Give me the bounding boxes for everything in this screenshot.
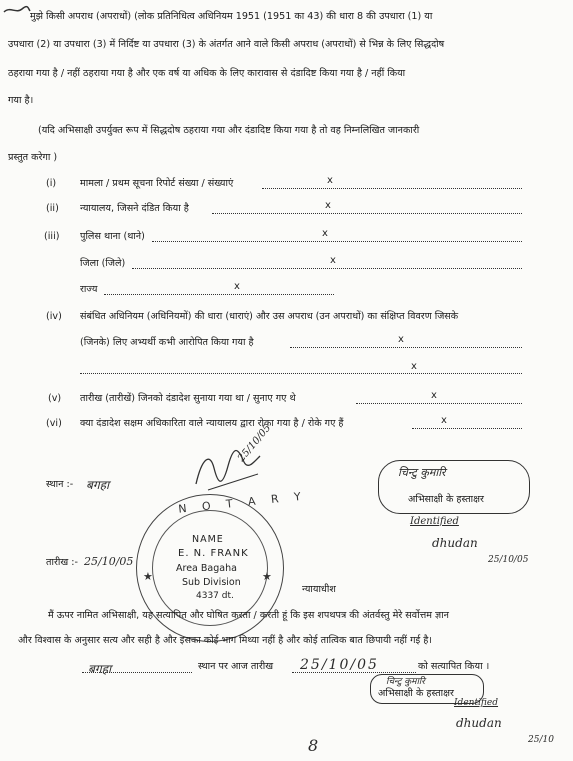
state-blank [104,294,334,295]
verification-line1: मैं ऊपर नामित अभिसाक्षी, यह सत्यापित और घोषित करता / करती हूं कि इस शपथपत्र की अंतर्वस्तु मेरे सर्वोत्तम ज्ञान [48,610,449,621]
place-label: स्थान :- [46,479,74,490]
item-iv-line1: संबंधित अधिनियम (अधिनियमों) की धारा (धाराएं) और उस अपराध (उन अपराधों) का संक्षिप्त विवरण जिसके [80,311,459,322]
advocate-date: 25/10/05 [488,555,529,565]
date-label: तारीख :- [46,557,78,568]
identified-note: Identified [410,516,459,527]
item-v-cross: x [431,390,437,401]
notary-name-heading: NAME [192,534,224,545]
verification-place-text: स्थान पर आज तारीख [198,661,274,672]
item-i-cross: x [327,175,333,186]
notary-star-left: ★ [143,570,153,583]
para1-line2: उपधारा (2) या उपधारा (3) में निर्दिष्ट या उपधारा (3) के अंतर्गत आने वाले किसी अपराध (अपराधों) से भिन्न के लिए सिद्धदोष [8,39,445,50]
item-iii-label: पुलिस थाना (थाने) [80,231,145,242]
item-i-label: मामला / प्रथम सूचना रिपोर्ट संख्या / संख्याएं [80,178,234,189]
item-ii-label: न्यायालय, जिसने दंडित किया है [80,203,189,214]
district-cross: x [330,255,336,266]
notary-subdivision: Sub Division [182,577,241,588]
para2-line1: (यदि अभिसाक्षी उपर्युक्त रूप में सिद्धदोष ठहराया गया और दंडादिष्ट किया गया है तो वह निम्नलिखित जानकारी [38,125,420,136]
signature-date: 25/10/05 [236,422,274,465]
verification-date-value: 25/10/05 [300,657,379,673]
item-iii-district-label: जिला (जिले) [80,258,126,269]
deponent-handwritten-sign: चिन्टु कुमारि [398,466,446,479]
bottom-handwritten-sign: चिन्टु कुमारि [386,677,425,687]
state-cross: x [234,281,240,292]
notary-name: E. N. FRANK [178,548,249,559]
notary-star-right: ★ [262,570,272,583]
item-i-blank [262,188,522,189]
bottom-advocate-date: 25/10 [528,735,554,745]
verification-text2: को सत्यापित किया । [418,661,490,672]
para1-line1: मुझे किसी अपराध (अपराधों) (लोक प्रतिनिधित्व अधिनियम 1951 (1951 का 43) की धारा 8 की उपधारा (1) या [30,11,433,22]
item-ii-blank [212,213,522,214]
advocate-sign: dhudan [432,536,478,550]
item-ii-number: (ii) [46,203,59,214]
item-v-blank [356,403,522,404]
item-iii-blank [152,241,522,242]
item-vi-number: (vi) [46,418,62,429]
item-ii-cross: x [325,200,331,211]
notary-seal-ring-text: N O T A R Y [177,489,308,516]
item-iii-number: (iii) [44,231,60,242]
item-iii-state-label: राज्य [80,284,98,295]
item-iv-cross1: x [398,334,404,345]
item-iv-blank1 [290,347,522,348]
notary-reg-no: 4337 dt. [196,591,234,601]
page-number: 8 [308,736,319,755]
bottom-advocate-sign: dhudan [456,716,502,730]
verification-place-value: बगहा [88,662,112,676]
item-vi-cross: x [441,415,447,426]
notary-area: Area Bagaha [176,563,237,574]
place-value: बगहा [86,478,110,492]
item-iv-line2: (जिनके) लिए अभ्यर्थी कभी आरोपित किया गया है [80,337,254,348]
item-iv-number: (iv) [46,311,62,322]
para2-line2: प्रस्तुत करेगा ) [8,152,58,163]
bottom-identified-note: Identified [454,698,499,708]
item-vi-blank [412,428,522,429]
verification-line2: और विश्वास के अनुसार सत्य और सही है और इसका कोई भाग मिथ्या नहीं है और कोई तात्विक बात छिपायी नहीं गई है। [18,635,432,646]
district-blank [132,268,522,269]
magistrate-label: न्यायाधीश [302,584,336,595]
item-v-label: तारीख (तारीखें) जिनको दंडादेश सुनाया गया था / सुनाए गए थे [80,393,296,404]
deponent-signature-label: अभिसाक्षी के हस्ताक्षर [408,494,484,505]
date-value: 25/10/05 [84,555,134,568]
item-i-number: (i) [46,178,57,189]
item-iv-blank2 [80,373,522,374]
para1-line3: ठहराया गया है / नहीं ठहराया गया है और एक वर्ष या अधिक के लिए कारावास से दंडादिष्ट किया गया है / नहीं किया [8,68,406,79]
scribble-mark [2,4,32,18]
item-iv-cross2: x [411,361,417,372]
para1-line4: गया है। [8,95,34,106]
item-v-number: (v) [48,393,62,404]
item-vi-label: क्या दंडादेश सक्षम अधिकारिता वाले न्यायालय द्वारा रोका गया है / रोके गए हैं [80,418,344,429]
bottom-signature-label: अभिसाक्षी के हस्ताक्षर [378,688,454,699]
item-iii-cross: x [322,228,328,239]
